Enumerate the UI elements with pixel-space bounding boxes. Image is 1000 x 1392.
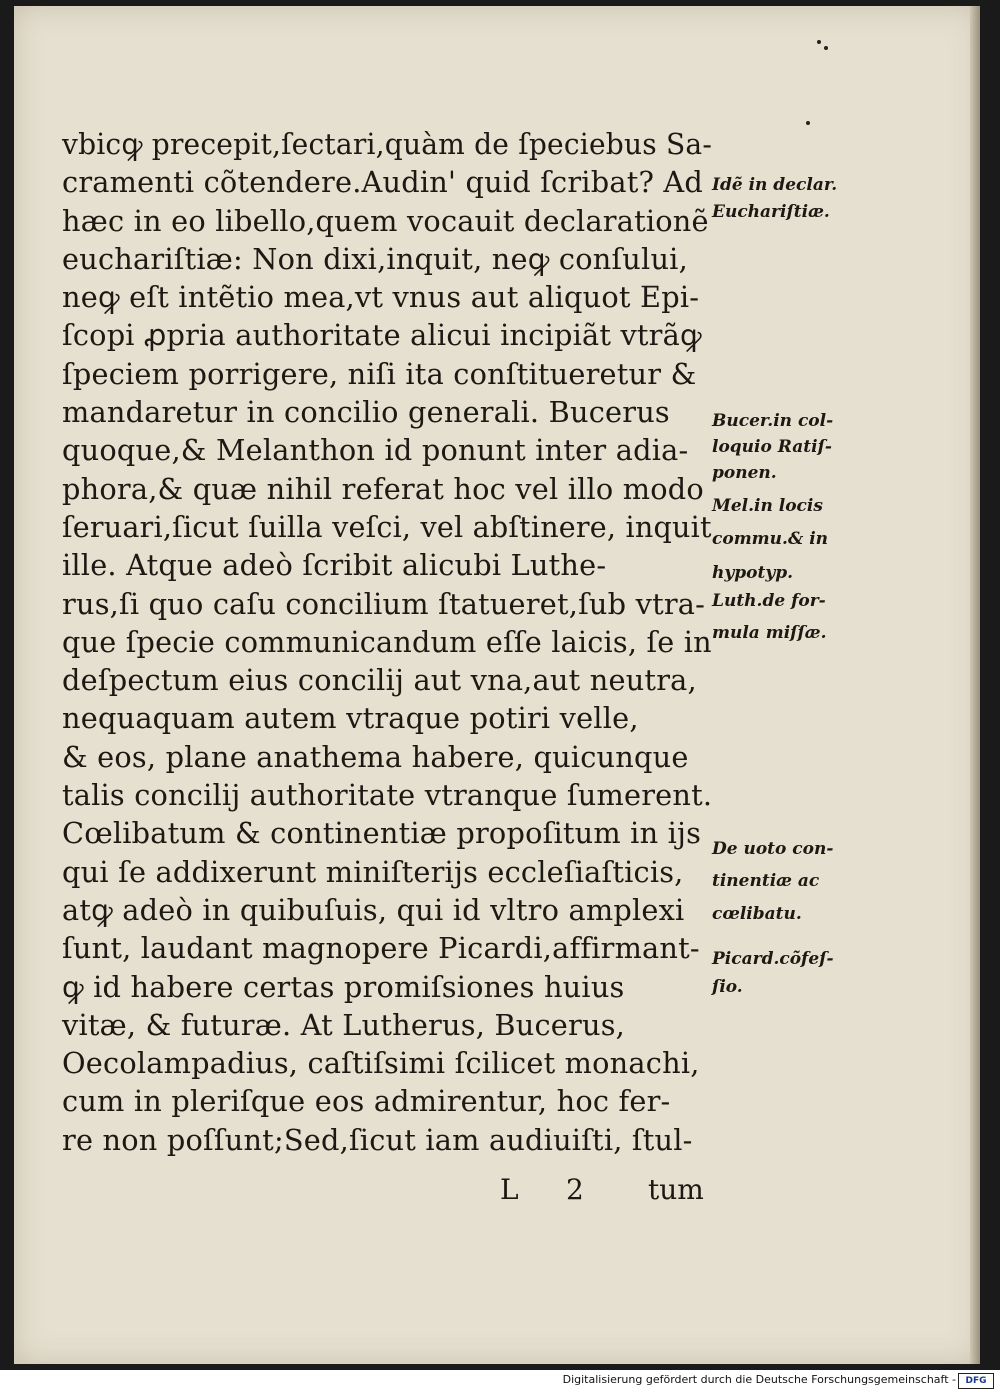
marginal-note: Luth.de for- — [712, 591, 826, 611]
ink-speck — [806, 121, 810, 125]
text-line: mandaretur in concilio generali. Bucerus — [62, 395, 670, 430]
marginal-note: loquio Ratiſ- — [712, 437, 832, 457]
signature-mark: L — [500, 1173, 519, 1206]
text-line: que ſpecie communicandum eſſe laicis, ſe in — [62, 624, 712, 659]
text-line: atꝙ adeò in quibuſuis, qui id vltro amplexi — [62, 892, 685, 927]
text-line: hæc in eo libello,quem vocauit declarationẽ — [62, 203, 709, 238]
text-line: cramenti cõtendere.Audin' quid ſcribat? Ad — [62, 165, 704, 200]
text-line: qui ſe addixerunt miniſterijs eccleſiaſticis, — [62, 854, 684, 889]
marginal-note: commu.& in — [712, 529, 829, 549]
marginal-note: Idẽ in declar. — [712, 175, 838, 195]
marginal-note: Bucer.in col- — [712, 411, 834, 431]
signature-number: 2 — [566, 1173, 584, 1206]
marginal-note: De uoto con- — [712, 839, 834, 859]
text-line: ſcopi ꝓpria authoritate alicui incipiãt vtrãꝙ — [62, 318, 702, 353]
text-line: nequaquam autem vtraque potiri velle, — [62, 701, 639, 736]
text-line: phora,& quæ nihil referat hoc vel illo modo — [62, 471, 704, 506]
marginal-note: Mel.in locis — [712, 496, 823, 516]
text-line: ꝙ id habere certas promiſsiones huius — [62, 969, 625, 1004]
marginal-note: Picard.cõfeſ- — [712, 949, 834, 969]
text-line: ille. Atque adeò ſcribit alicubi Luthe- — [62, 548, 607, 583]
text-line: vbicꝙ precepit,ſectari,quàm de ſpeciebus Sa- — [62, 127, 713, 161]
text-line: & eos, plane anathema habere, quicunque — [62, 739, 689, 774]
text-line: neꝙ eſt intẽtio mea,vt vnus aut aliquot Epi- — [62, 280, 700, 315]
marginal-note: hypotyp. — [712, 563, 793, 583]
body-text — [62, 125, 717, 1159]
footer-credit: Digitalisierung gefördert durch die Deutsche Forschungsgemeinschaft - — [562, 1373, 956, 1386]
text-line: ſunt, laudant magnopere Picardi,affirmant- — [62, 931, 700, 966]
marginal-note: Euchariſtiæ. — [712, 202, 830, 222]
ink-speck — [817, 40, 821, 44]
marginal-note: cœlibatu. — [712, 904, 802, 924]
footer-bar — [0, 1370, 1000, 1392]
text-line: deſpectum eius concilij aut vna,aut neutra, — [62, 663, 697, 698]
text-line: ſeruari,ſicut ſuilla veſci, vel abſtinere, inquit — [62, 509, 712, 544]
text-line: talis concilij authoritate vtranque ſumerent. — [62, 778, 713, 813]
catchword: tum — [648, 1173, 704, 1206]
text-line: euchariſtiæ: Non dixi,inquit, neꝙ conſului, — [62, 241, 688, 276]
text-line: ſpeciem porrigere, niſi ita conſtitueretur & — [62, 356, 697, 391]
text-line: vitæ, & futuræ. At Lutherus, Bucerus, — [62, 1007, 626, 1042]
marginal-note: mula miſſæ. — [712, 623, 827, 643]
text-line: cum in pleriſque eos admirentur, hoc fer- — [62, 1084, 671, 1119]
text-line: Oecolampadius, caſtiſsimi ſcilicet monachi, — [62, 1046, 700, 1081]
page-edge — [970, 6, 980, 1364]
text-line: rus,ſi quo caſu concilium ſtatueret,ſub vtra- — [62, 586, 706, 621]
dfg-logo: DFG — [958, 1373, 994, 1389]
marginal-note: ſio. — [712, 977, 743, 997]
text-line: re non poſſunt;Sed,ſicut iam audiuiſti, ſtul- — [62, 1122, 693, 1157]
marginal-note: ponen. — [712, 463, 777, 483]
signature-line — [500, 1170, 720, 1210]
text-line: Cœlibatum & continentiæ propoſitum in ijs — [62, 816, 702, 851]
ink-speck — [824, 46, 828, 50]
text-line: quoque,& Melanthon id ponunt inter adia- — [62, 433, 689, 468]
marginal-note: tinentiæ ac — [712, 871, 820, 891]
